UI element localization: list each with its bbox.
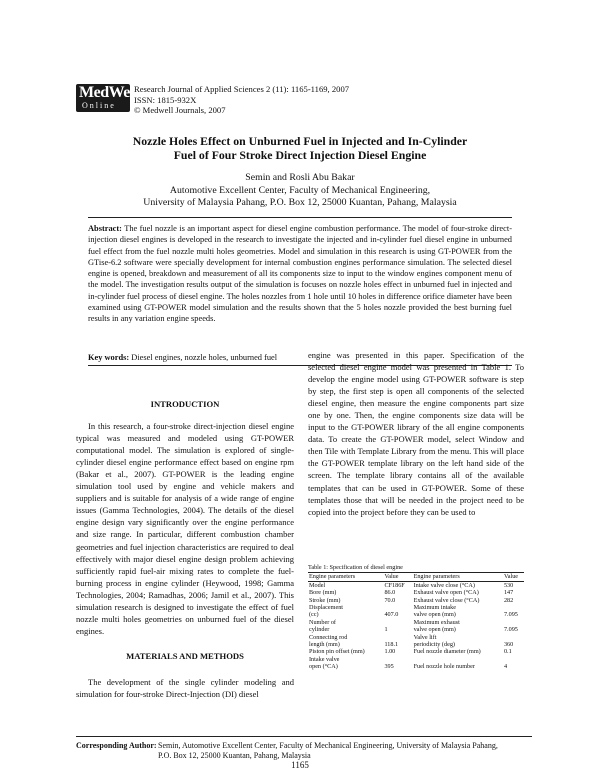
- table-row: [308, 597, 524, 604]
- methods-heading: MATERIALS AND METHODS: [126, 650, 244, 661]
- table-cell: 1: [384, 626, 388, 634]
- table-header-row: [308, 573, 524, 581]
- table-row: [308, 648, 524, 655]
- table-cell: 395: [384, 663, 394, 671]
- methods-paragraph: The development of the single cylinder modeling and simulation for four-stroke Direct-Injection (DI) diesel: [76, 676, 294, 699]
- table-cell: Piston pin offset (mm): [309, 648, 365, 656]
- table-header: Value: [383, 573, 412, 581]
- table-row: [308, 611, 524, 618]
- table-cell: 147: [503, 589, 514, 597]
- table-cell: 0.1: [503, 648, 512, 656]
- table-cell: Connecting rod: [309, 633, 348, 641]
- table-cell: Displacement: [309, 604, 344, 612]
- table-cell: Number of: [309, 618, 336, 626]
- author-names: Semin and Rosli Abu Bakar: [245, 172, 355, 183]
- corresponding-line-1: Semin, Automotive Excellent Center, Faculty of Mechanical Engineering, University of Malaysia Pahang,: [158, 741, 498, 750]
- table-cell: 360: [503, 641, 514, 649]
- table-row: [308, 581, 524, 589]
- journal-citation: Research Journal of Applied Sciences 2 (11): 1165-1169, 2007: [134, 84, 350, 94]
- table-cell: open (°CA): [309, 663, 338, 671]
- table-row: [308, 634, 524, 641]
- corresponding-text: [158, 741, 532, 762]
- table-cell: (cc): [309, 611, 319, 619]
- table-cell: cylinder: [309, 626, 330, 634]
- abstract-top-rule: [88, 217, 512, 218]
- table-cell: [503, 656, 524, 663]
- table-cell: 4: [503, 663, 508, 671]
- table-row: [308, 641, 524, 648]
- table-cell: [383, 656, 412, 663]
- table-cell: [383, 604, 412, 611]
- table-header: Value: [503, 573, 524, 581]
- table-cell: [413, 656, 503, 663]
- abstract-label: Abstract:: [88, 224, 122, 233]
- left-column: [76, 398, 294, 700]
- journal-copyright: © Medwell Journals, 2007: [134, 105, 226, 115]
- table-cell: Model: [309, 581, 326, 589]
- keywords-label: Key words:: [88, 353, 130, 362]
- table-cell: CF186F: [384, 581, 405, 589]
- logo-subtext: Online: [82, 101, 116, 110]
- table-cell: 7.095: [503, 611, 518, 619]
- author-block: [60, 172, 540, 209]
- table-cell: 86.0: [384, 589, 396, 597]
- table-cell: 282: [503, 596, 514, 604]
- table-row: [308, 619, 524, 626]
- table-cell: valve open (mm): [413, 611, 456, 619]
- journal-info: [134, 84, 349, 116]
- corresponding-label: Corresponding Author:: [76, 741, 157, 750]
- table-cell: Valve lift: [413, 633, 437, 641]
- table-cell: 1.00: [384, 648, 396, 656]
- journal-issn: ISSN: 1815-932X: [134, 94, 197, 105]
- table-cell: 7.095: [503, 626, 518, 634]
- table-cell: Maximum exhaust: [413, 618, 460, 626]
- table-cell: periodicity (deg): [413, 641, 455, 649]
- table-header: Engine parameters: [413, 573, 503, 581]
- affiliation-line-2: University of Malaysia Pahang, P.O. Box 12, 25000 Kuantan, Pahang, Malaysia: [143, 197, 457, 208]
- page-number: 1165: [291, 760, 309, 770]
- table-cell: 70.0: [384, 596, 396, 604]
- paper-title: [60, 134, 540, 162]
- table-cell: Exhaust valve open (°CA): [413, 589, 479, 597]
- table-cell: [503, 619, 524, 626]
- table-cell: Bore (mm): [309, 589, 337, 597]
- title-line-1: Nozzle Holes Effect on Unburned Fuel in Injected and In-Cylinder: [132, 134, 468, 148]
- table-row: [308, 663, 524, 670]
- logo-text: MedWell: [79, 84, 138, 101]
- corresponding-line-2: P.O. Box 12, 25000 Kuantan, Pahang, Malaysia: [158, 751, 311, 761]
- publisher-logo: [76, 84, 138, 112]
- abstract: [88, 223, 512, 325]
- table-cell: length (mm): [309, 641, 340, 649]
- title-line-2: Fuel of Four Stroke Direct Injection Diesel Engine: [173, 148, 427, 162]
- table-cell: Intake valve: [309, 655, 340, 663]
- table-cell: [503, 604, 524, 611]
- table-row: [308, 656, 524, 663]
- introduction-heading: INTRODUCTION: [150, 399, 220, 409]
- table-cell: Fuel nozzle hole number: [413, 663, 475, 671]
- table-cell: Exhaust valve close (°CA): [413, 596, 480, 604]
- table-header: Engine parameters: [308, 573, 383, 581]
- right-column-paragraph: engine was presented in this paper. Specification of the selected diesel engine model was presented in Table 1. To develop the engine model using GT-POWER software is step by step, the first step is open all components of the selected diesel engine, then measure the engine components part size one by one. Then, the engine components size data will be input to the GT-POWER library of the all engine components data. To create the GT-POWER model, select Window and then Tile with Template Library from the menu. This will place the GT-POWER template library on the left hand side of the screen. The template library contains all of the available templates that can be used in GT-POWER. Some of these templates those that will be needed in the project need to be copied into the project before they can be used to: [308, 350, 524, 517]
- table-cell: [503, 634, 524, 641]
- table-cell: valve open (mm): [413, 626, 456, 634]
- keywords-text: Diesel engines, nozzle holes, unburned fuel: [131, 353, 278, 362]
- introduction-paragraph: In this research, a four-stroke direct-injection diesel engine typical was measured and modeled using GT-POWER computational model. The simulation is explored of single-cylinder diesel engine performance effect based on engine rpm (Bakar et al., 2007). GT-POWER is the leading engine simulation tool used by engine and vehicle makers and suppliers and is suitable for analysis of a wide range of engine issues (Gamma Technologies, 2004). The details of the diesel engine design vary significantly over the engine performance and size range. In particular, different combustion chamber geometries and fuel injection characteristics are required to deal effectively with major diesel engine design problem achieving sufficiently rapid fuel-air mixing rates to complete the fuel-burning process in engine cylinder (Heywood, 1998; Gamma Technologies, 2004; Ramadhas, 2006; Jamil et al., 2007). This simulation research is designed to investigate the effect of fuel nozzle multi holes geometries on unburned fuel of the diesel engines.: [76, 421, 294, 636]
- table-cell: 118.1: [384, 641, 399, 649]
- table-caption: Table 1: Specification of diesel engine: [308, 564, 403, 571]
- table-cell: Fuel nozzle diameter (mm): [413, 648, 481, 656]
- table-cell: Stroke (mm): [309, 596, 341, 604]
- table-cell: [383, 619, 412, 626]
- footer-rule: [76, 736, 532, 737]
- abstract-text: The fuel nozzle is an important aspect for diesel engine combustion performance. The model of four-stroke direct-injection diesel engines is developed in the research to investigate the injected and in-cylinder fuel diesel engine in unburned fuel effect from the fuel nozzle multi holes geometries. Model and simulation in this research is using GT-POWER from the GTise-6.2 software were specially development for internal combustion engines performance simulation. The selected diesel engine is opened, breakdown and measurement of all its components size to input to the window engines component menu of the model. The investigation results output of the simulation is focuses on nozzle holes effect in unburned fuel in injected and in-cylinder fuel process of diesel engine. The holes nozzles from 1 hole until 10 holes in difference orifice diameter have been examined using GT-POWER model simulation and the results shown that the 5 holes nozzle provided the best burning fuel results in any variation engine speeds.: [88, 224, 512, 324]
- table-cell: [383, 634, 412, 641]
- table-row: [308, 589, 524, 596]
- table-cell: 530: [503, 581, 514, 589]
- affiliation-line-1: Automotive Excellent Center, Faculty of Mechanical Engineering,: [169, 185, 431, 196]
- table-cell: Maximum intake: [413, 604, 457, 612]
- table-cell: 407.0: [384, 611, 399, 619]
- table-cell: Intake valve close (°CA): [413, 581, 475, 589]
- right-column: [308, 349, 524, 518]
- table-row: [308, 604, 524, 611]
- table-row: [308, 626, 524, 633]
- engine-spec-table: [308, 564, 524, 671]
